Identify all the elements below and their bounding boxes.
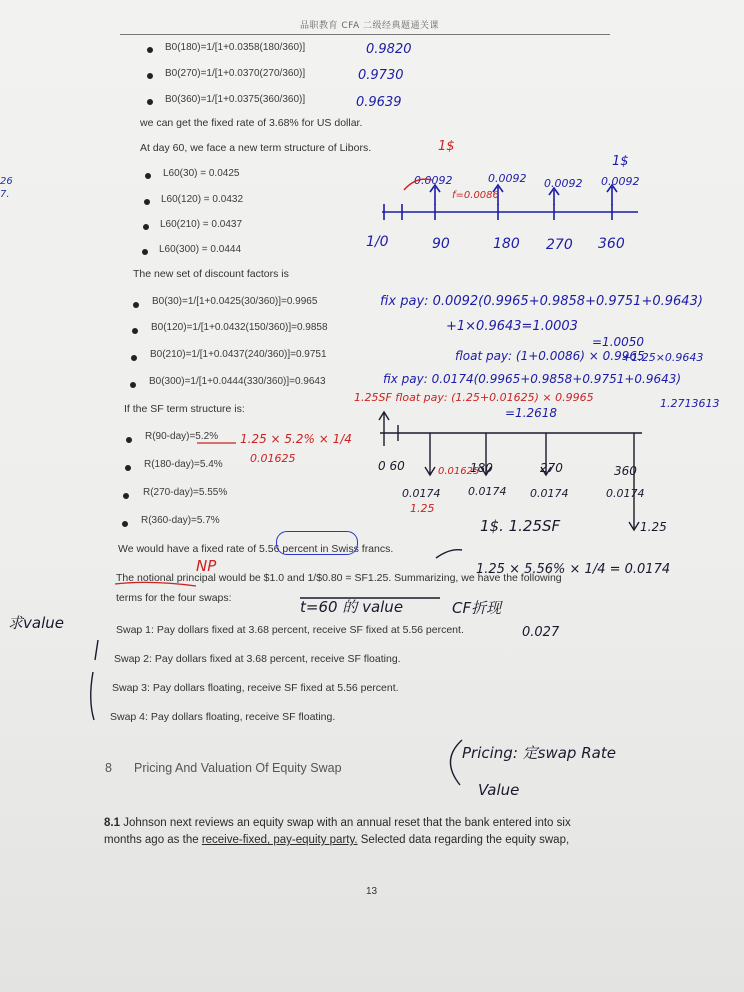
new-factor-120: B0(120)=1/[1+0.0432(150/360)]=0.9858 xyxy=(151,322,328,333)
hw-pricing-note: Pricing: 定swap Rate xyxy=(462,744,616,762)
hw-tl2-0: 0 60 xyxy=(378,459,405,473)
section-title: Pricing And Valuation Of Equity Swap xyxy=(134,761,342,775)
hw-np: NP xyxy=(196,557,217,575)
libor-30: L60(30) = 0.0425 xyxy=(163,168,240,179)
hw-margin-7: 7. xyxy=(0,189,10,200)
hw-fix-pay-sf: fix pay: 0.0174(0.9965+0.9858+0.9751+0.9643) xyxy=(383,372,682,386)
hw-sf-float-pay: 1.25SF float pay: (1.25+0.01625) × 0.9965 xyxy=(354,391,594,404)
hw-timeline-usd xyxy=(382,185,638,220)
libor-120: L60(120) = 0.0432 xyxy=(161,194,244,205)
paragraph-text-1: Johnson next reviews an equity swap with an annual reset that the bank entered into six xyxy=(123,817,571,829)
hw-cf-discount: CF折现 xyxy=(452,599,502,617)
hw-tl2-01625: 0.01625 xyxy=(438,466,480,477)
swap-2: Swap 2: Pay dollars fixed at 3.68 percent, receive SF floating. xyxy=(114,653,401,665)
paragraph-underlined: receive-fixed, pay-equity party. xyxy=(201,834,358,846)
notional-text-2: terms for the four swaps: xyxy=(116,592,232,604)
hw-cash-0092-2: 0.0092 xyxy=(488,172,527,185)
hw-tl2-270: 270 xyxy=(540,461,563,475)
hw-tl2-125: 1.25 xyxy=(410,502,435,515)
new-factor-300: B0(300)=1/[1+0.0444(330/360)]=0.9643 xyxy=(149,376,326,387)
hw-float-0086: f=0.0086 xyxy=(452,190,499,201)
hw-fix-pay-1: fix pay: 0.0092(0.9965+0.9858+0.9751+0.9643) xyxy=(380,294,703,309)
hw-tick-270: 270 xyxy=(546,237,573,253)
swap-3: Swap 3: Pay dollars floating, receive SF fixed at 5.56 percent. xyxy=(112,682,399,694)
sf-rate-360: R(360-day)=5.7% xyxy=(141,515,220,526)
discount-factor-180: B0(180)=1/[1+0.0358(180/360)] xyxy=(165,42,306,53)
hw-df-360: 0.9639 xyxy=(356,95,402,110)
hw-tl2-cash-3: 0.0174 xyxy=(530,487,569,500)
hw-cash-0092: 0.0092 xyxy=(414,174,453,187)
swap-4: Swap 4: Pay dollars floating, receive SF floating. xyxy=(110,711,336,723)
hw-tick-0: 1/0 xyxy=(366,234,389,250)
hw-plus-125: +1.25×0.9643 xyxy=(622,351,704,364)
new-factor-210: B0(210)=1/[1+0.0437(240/360)]=0.9751 xyxy=(150,349,327,360)
hw-red-notional-underline xyxy=(115,582,196,586)
hw-one-dollar-sf: 1$. 1.25SF xyxy=(480,517,561,535)
hw-result-12713: 1.2713613 xyxy=(660,397,720,410)
paragraph-suffix: Selected data regarding the equity swap, xyxy=(357,834,570,846)
hw-value-note: Value xyxy=(478,781,520,799)
hw-tick-360: 360 xyxy=(598,236,625,252)
hw-arrow xyxy=(436,550,462,558)
sf-structure-text: If the SF term structure is: xyxy=(124,403,245,415)
sf-rate-270: R(270-day)=5.55% xyxy=(143,487,228,498)
sf-rate-180: R(180-day)=5.4% xyxy=(144,459,223,470)
hw-cash-0092-4: 0.0092 xyxy=(601,175,640,188)
hw-margin-26: 26 xyxy=(0,176,13,187)
hw-float-result: =1.0050 xyxy=(592,335,645,349)
hw-find-value: 求value xyxy=(8,614,64,632)
hw-tick-180: 180 xyxy=(493,236,520,252)
hw-df-270: 0.9730 xyxy=(358,68,404,83)
day60-text: At day 60, we face a new term structure of Libors. xyxy=(140,142,372,154)
libor-210: L60(210) = 0.0437 xyxy=(160,219,243,230)
discount-factor-270: B0(270)=1/[1+0.0370(270/360)] xyxy=(165,68,306,79)
hw-sf-coupon: 1.25 × 5.56% × 1/4 = 0.0174 xyxy=(476,562,671,577)
hw-one-dollar: 1$ xyxy=(612,154,629,169)
new-factors-text: The new set of discount factors is xyxy=(133,268,289,280)
hw-sf-calc: 1.25 × 5.2% × 1/4 xyxy=(240,432,352,446)
paragraph-number: 8.1 xyxy=(104,817,120,829)
page-header: 品职教育 CFA 二级经典题通关课 xyxy=(300,21,440,31)
hw-tl2-end: 1.25 xyxy=(640,520,667,534)
paragraph-prefix: months ago as the xyxy=(104,834,202,846)
page-number: 13 xyxy=(366,886,378,897)
hw-float-pay: float pay: (1+0.0086) × 0.9965 xyxy=(455,349,645,363)
hw-tl2-cash-4: 0.0174 xyxy=(606,487,645,500)
notional-text: The notional principal would be $1.0 and 1/$0.80 = SF1.25. Summarizing, we have the following xyxy=(116,572,562,584)
hw-fix-pay-2: +1×0.9643=1.0003 xyxy=(446,319,578,334)
hw-sf-calc-result: 0.01625 xyxy=(250,452,296,465)
hw-df-180: 0.9820 xyxy=(366,42,412,57)
hw-tl2-180: 180 xyxy=(470,461,493,475)
hw-tl2-cash-1: 0.0174 xyxy=(402,487,441,500)
swap-1: Swap 1: Pay dollars fixed at 3.68 percent, receive SF fixed at 5.56 percent. xyxy=(116,624,464,636)
sf-fixed-text: We would have a fixed rate of 5.56 percent in Swiss francs. xyxy=(118,543,394,555)
libor-300: L60(300) = 0.0444 xyxy=(159,244,242,255)
hw-brackets xyxy=(91,640,462,785)
hw-swap1-value: 0.027 xyxy=(522,625,560,640)
fixed-rate-text: we can get the fixed rate of 3.68% for US dollar. xyxy=(140,117,363,129)
new-factor-30: B0(30)=1/[1+0.0425(30/360)]=0.9965 xyxy=(152,296,318,307)
hw-tl2-cash-2: 0.0174 xyxy=(468,485,507,498)
hw-tick-90: 90 xyxy=(432,236,450,252)
hw-t60-value: t=60 的 value xyxy=(300,598,404,616)
hw-cash-0092-3: 0.0092 xyxy=(544,177,583,190)
sf-rate-90: R(90-day)=5.2% xyxy=(145,431,219,442)
hw-sf-float-result: =1.2618 xyxy=(505,406,558,420)
discount-factor-360: B0(360)=1/[1+0.0375(360/360)] xyxy=(165,94,306,105)
section-number: 8 xyxy=(105,761,112,775)
hw-tl2-360: 360 xyxy=(614,464,637,478)
hw-one-dollar-red: 1$ xyxy=(438,139,455,154)
